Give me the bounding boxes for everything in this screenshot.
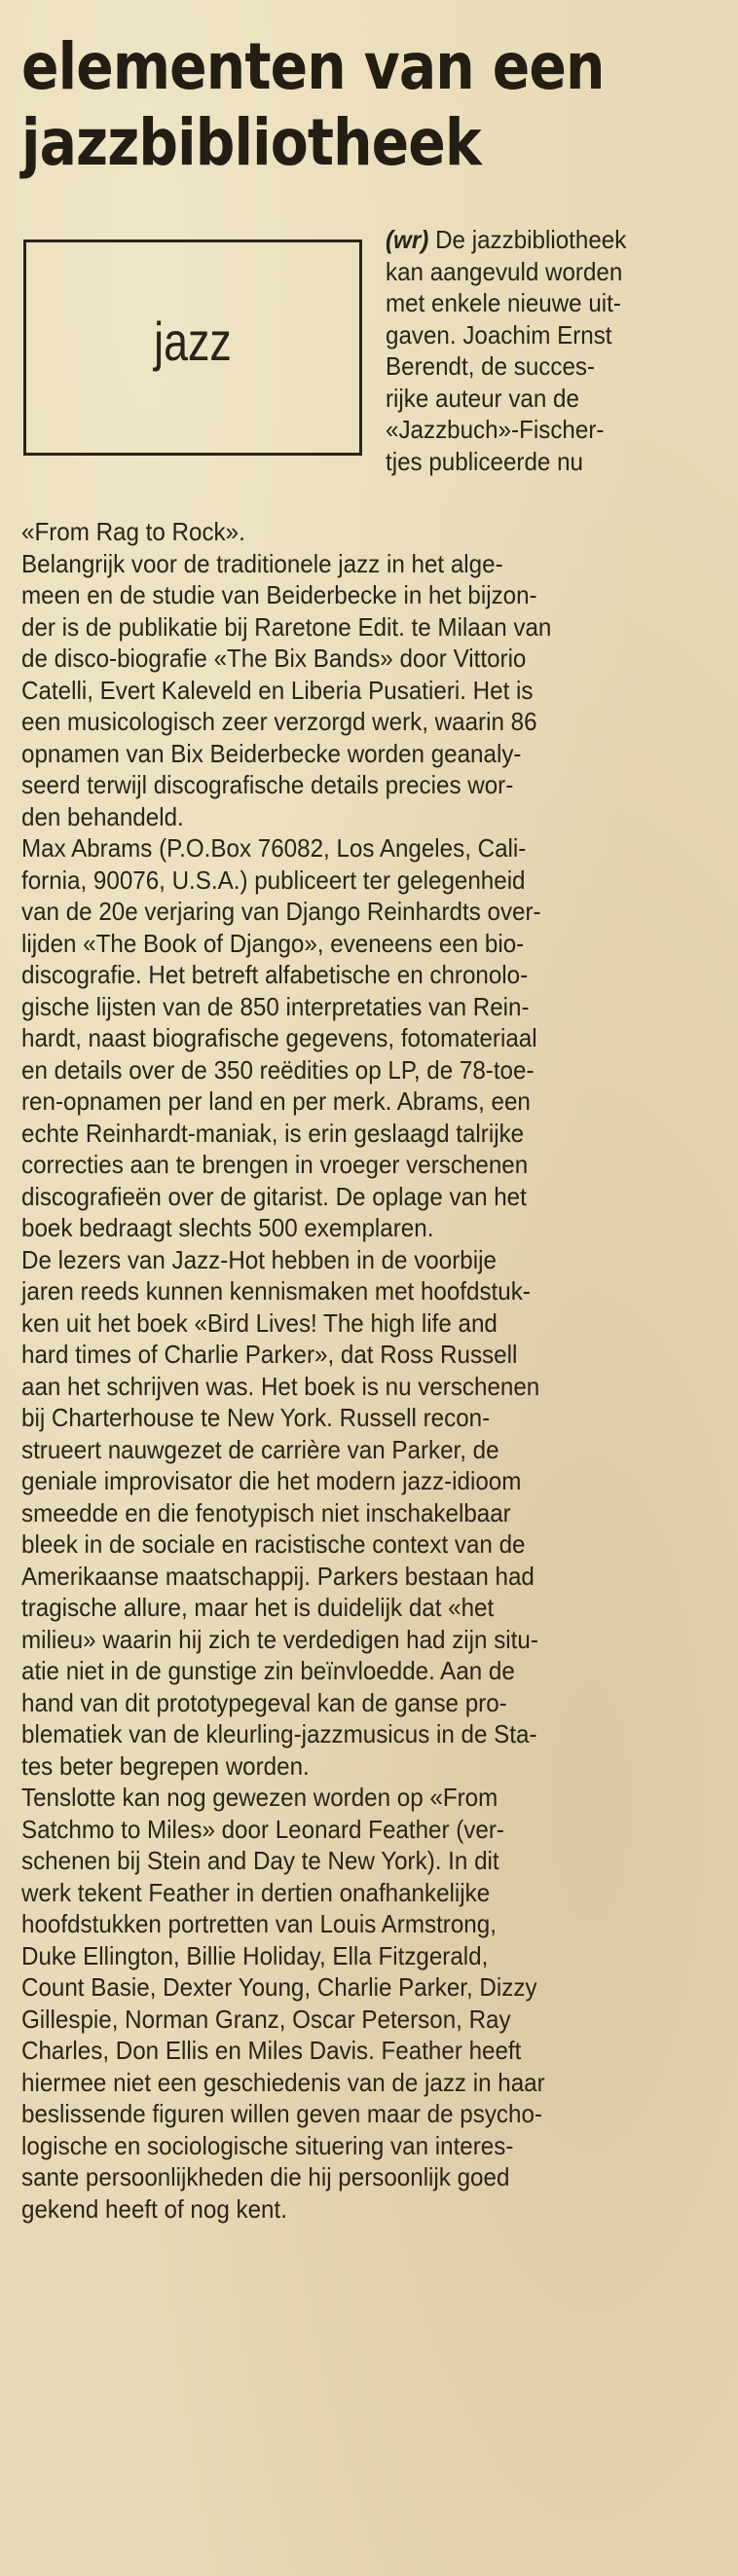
body-text-line: tes beter begrepen worden. <box>21 1750 310 1781</box>
article-body <box>21 516 719 2225</box>
body-text-line: sante persoonlijkheden die hij persoonlijk goed <box>21 2162 510 2191</box>
body-text-line: gische lijsten van de 850 interpretaties van Rein- <box>21 991 530 1021</box>
jazz-column-logo-label: jazz <box>154 311 232 372</box>
body-text-line: seerd terwijl discografische details precies wor- <box>21 770 514 799</box>
body-text-line: schenen bij Stein and Day te New York). In dit <box>21 1846 499 1875</box>
body-text-line: meen en de studie van Beiderbecke in het bijzon- <box>21 580 537 609</box>
body-text-line: van de 20e verjaring van Django Reinhardts over- <box>21 897 541 926</box>
body-text-line: blematiek van de kleurling-jazzmusicus in de Sta- <box>21 1719 537 1748</box>
body-text-line: Catelli, Evert Kaleveld en Liberia Pusatieri. Het is <box>21 675 534 705</box>
intro-line: tjes publiceerde nu <box>386 446 583 476</box>
body-text-line: bij Charterhouse te New York. Russell recon- <box>21 1403 491 1432</box>
article-title <box>21 29 624 181</box>
intro-line <box>386 224 695 256</box>
intro-paragraph <box>386 224 719 477</box>
body-text-line: Tenslotte kan nog gewezen worden op «From <box>21 1783 498 1812</box>
body-text-line: den behandeld. <box>21 801 184 831</box>
body-text-line: Belangrijk voor de traditionele jazz in het alge- <box>21 548 503 578</box>
intro-line-1-text: De jazzbibliotheek <box>435 225 627 254</box>
body-text-line: gekend heeft of nog kent. <box>21 2193 287 2224</box>
body-text-line: discografieën over de gitarist. De oplage van het <box>21 1181 527 1211</box>
article-title-line-1: elementen van een <box>21 29 605 104</box>
author-marker: (wr) <box>386 225 429 254</box>
body-text-line: fornia, 90076, U.S.A.) publiceert ter gelegenheid <box>21 865 526 895</box>
body-text-line: ren-opnamen per land en per merk. Abrams, een <box>21 1086 531 1116</box>
body-text-line: milieu» waarin hij zich te verdedigen had zijn situ- <box>21 1624 538 1654</box>
body-text-line: strueert nauwgezet de carrière van Parker, de <box>21 1434 499 1464</box>
body-text-line: boek bedraagt slechts 500 exemplaren. <box>21 1213 434 1242</box>
body-text-line: aan het schrijven was. Het boek is nu verschenen <box>21 1371 540 1401</box>
body-text-line: «From Rag to Rock». <box>21 517 245 546</box>
body-text-line: jaren reeds kunnen kennismaken met hoofdstuk- <box>21 1276 531 1306</box>
body-text-line: echte Reinhardt-maniak, is erin geslaagd talrijke <box>21 1118 525 1148</box>
intro-line: kan aangevuld worden <box>386 256 623 286</box>
body-text-line: Charles, Don Ellis en Miles Davis. Feather heeft <box>21 2036 522 2065</box>
body-text-line: atie niet in de gunstige zin beïnvloedde. Aan de <box>21 1656 515 1685</box>
body-text-line: Amerikaanse maatschappij. Parkers bestaan had <box>21 1561 535 1591</box>
body-text-line: hiermee niet een geschiedenis van de jazz in haar <box>21 2067 545 2097</box>
body-text-line: smeedde en die fenotypisch niet inschakelbaar <box>21 1497 511 1527</box>
body-text-line: en details over de 350 reëdities op LP, de 78-toe- <box>21 1054 535 1085</box>
body-text-line: geniale improvisator die het modern jazz-idioom <box>21 1466 522 1495</box>
body-text-line: ken uit het boek «Bird Lives! The high life and <box>21 1307 498 1338</box>
body-text-line: Gillespie, Norman Granz, Oscar Peterson, Ray <box>21 2004 511 2034</box>
body-text-line: opnamen van Bix Beiderbecke worden geanaly- <box>21 738 522 768</box>
body-text-line: logische en sociologische situering van interes- <box>21 2130 514 2160</box>
intro-line: Berendt, de succes- <box>386 351 596 381</box>
body-text-line: hardt, naast biografische gegevens, fotomateriaal <box>21 1023 537 1052</box>
body-text-line: hard times of Charlie Parker», dat Ross Russell <box>21 1340 518 1369</box>
body-text-line: hoofdstukken portretten van Louis Armstrong, <box>21 1909 497 1938</box>
body-text-line: discografie. Het betreft alfabetische en chronolo- <box>21 960 529 989</box>
body-text-line: de disco-biografie «The Bix Bands» door Vittorio <box>21 644 527 673</box>
body-text-line: hand van dit prototypegeval kan de ganse pro- <box>21 1687 507 1717</box>
intro-line: rijke auteur van de <box>386 383 579 413</box>
body-text-line: een musicologisch zeer verzorgd werk, waarin 86 <box>21 707 537 736</box>
body-text-line: Max Abrams (P.O.Box 76082, Los Angeles, Cali- <box>21 833 527 863</box>
article-title-line-2: jazzbibliotheek <box>21 105 481 180</box>
body-text-line: der is de publikatie bij Raretone Edit. te Milaan van <box>21 611 552 642</box>
body-text-line: Duke Ellington, Billie Holiday, Ella Fitzgerald, <box>21 1940 489 1970</box>
intro-line: met enkele nieuwe uit- <box>386 288 621 317</box>
body-text-line: tragische allure, maar het is duidelijk dat «het <box>21 1593 495 1622</box>
intro-line: gaven. Joachim Ernst <box>386 319 612 350</box>
intro-line: «Jazzbuch»-Fischer- <box>386 415 605 444</box>
body-text-line: Count Basie, Dexter Young, Charlie Parker, Dizzy <box>21 1972 537 2002</box>
body-text-line: correcties aan te brengen in vroeger verschenen <box>21 1150 529 1179</box>
body-text-line: werk tekent Feather in dertien onafhankelijke <box>21 1877 491 1907</box>
body-text-line: lijden «The Book of Django», eveneens een bio- <box>21 928 525 958</box>
body-text-line: beslissende figuren willen geven maar de psycho- <box>21 2099 542 2128</box>
body-text-line: bleek in de sociale en racistische context van de <box>21 1529 526 1559</box>
body-text-line: De lezers van Jazz-Hot hebben in de voorbije <box>21 1244 497 1274</box>
jazz-column-logo-box <box>23 239 362 456</box>
body-text-line: Satchmo to Miles» door Leonard Feather (ver- <box>21 1814 504 1844</box>
